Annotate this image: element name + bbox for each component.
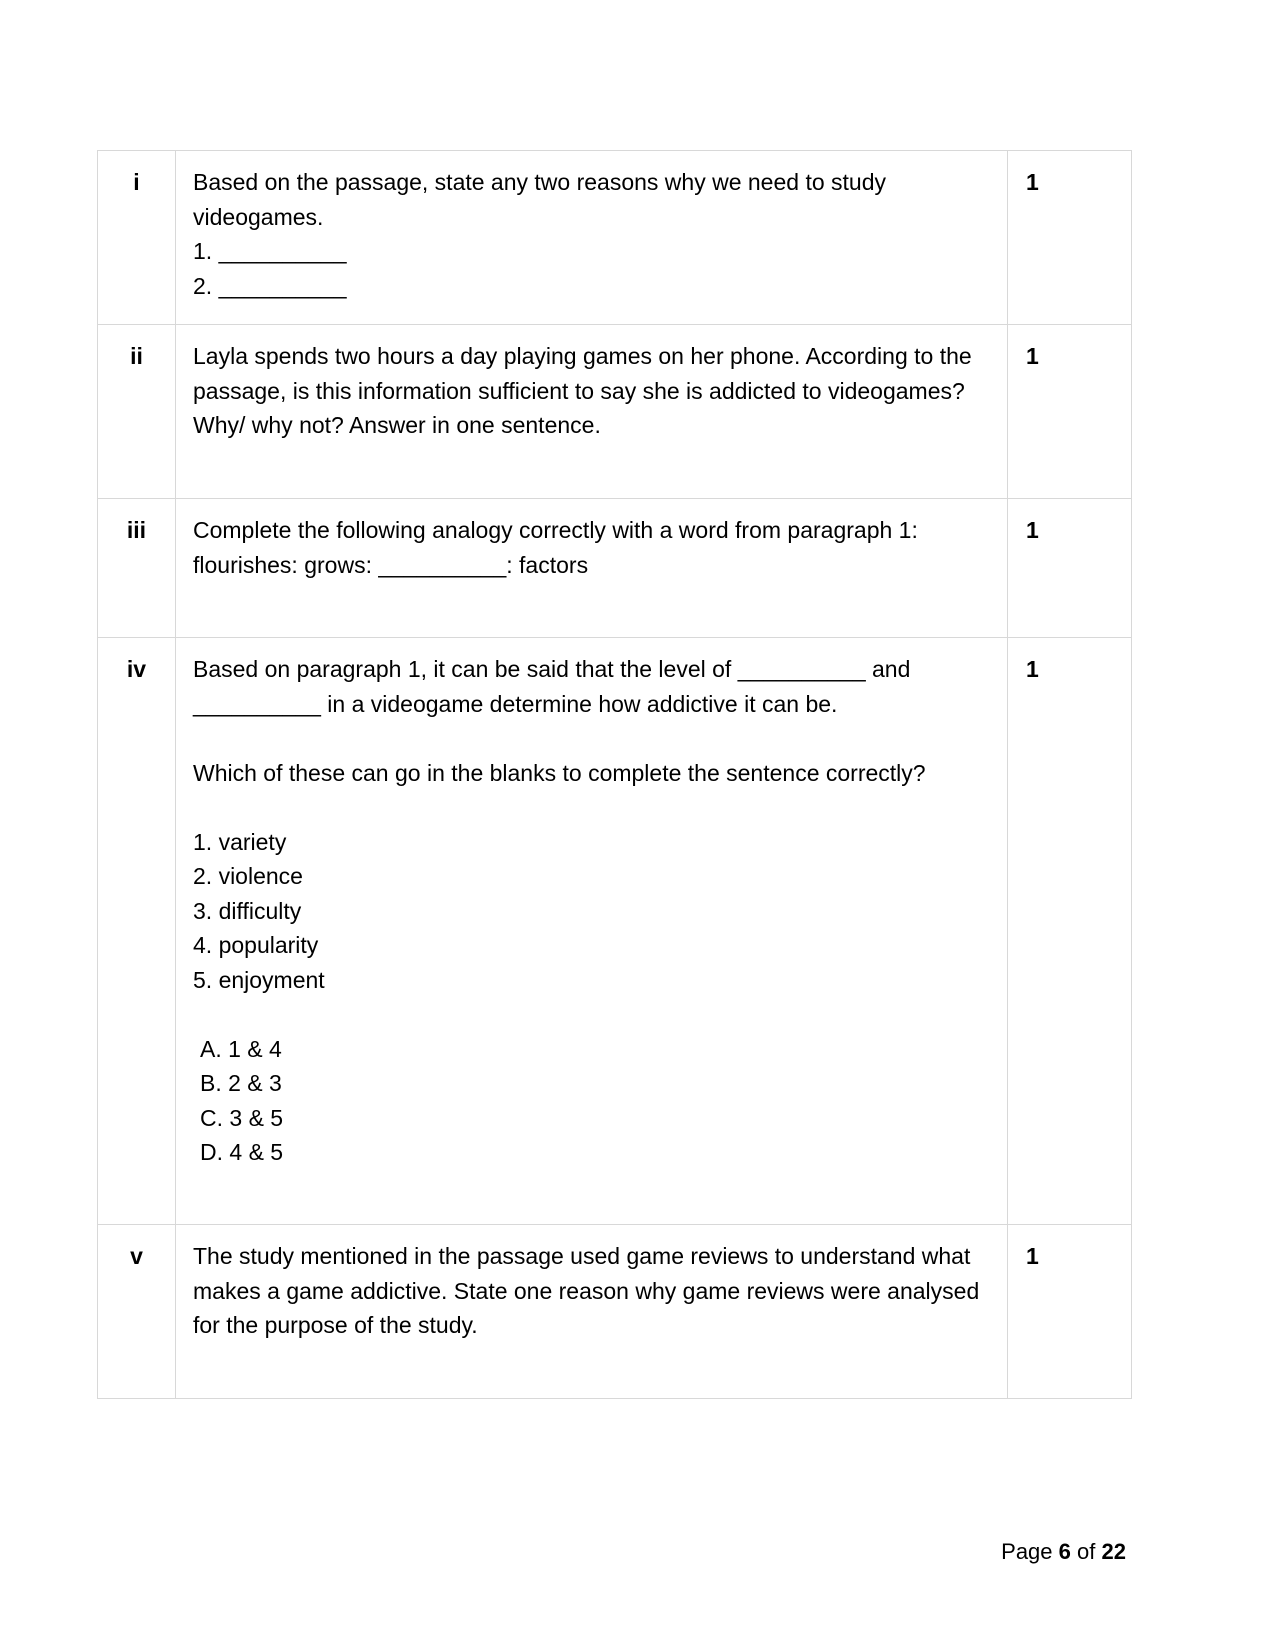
question-marks: 1 xyxy=(1008,151,1132,325)
question-number: ii xyxy=(98,325,176,499)
answer-option: B. 2 & 3 xyxy=(200,1070,282,1096)
question-number: iv xyxy=(98,638,176,1225)
answer-option: D. 4 & 5 xyxy=(200,1139,284,1165)
answer-blank-line: 1. __________ xyxy=(193,238,347,264)
question-text xyxy=(176,1225,1008,1399)
question-stem: Based on paragraph 1, it can be said that the level of __________ and __________ in a videogame determine how addictive it can be. xyxy=(193,656,911,717)
question-marks: 1 xyxy=(1008,1225,1132,1399)
answer-option: C. 3 & 5 xyxy=(200,1104,284,1131)
question-stem: Complete the following analogy correctly with a word from paragraph 1: xyxy=(193,517,918,543)
page-of-label: of xyxy=(1077,1539,1096,1564)
question-marks: 1 xyxy=(1008,638,1132,1225)
analogy-line: flourishes: grows: __________: factors xyxy=(193,551,589,578)
question-marks: 1 xyxy=(1008,499,1132,638)
list-item: 1. variety xyxy=(193,828,287,855)
question-prompt: Which of these can go in the blanks to complete the sentence correctly? xyxy=(193,759,926,786)
question-stem: Based on the passage, state any two reasons why we need to study videogames. xyxy=(193,169,886,230)
list-item: 5. enjoyment xyxy=(193,966,325,993)
page-label: Page xyxy=(1001,1539,1053,1564)
question-number: i xyxy=(98,151,176,325)
question-text xyxy=(176,151,1008,325)
question-table xyxy=(97,150,1132,1399)
question-row-v xyxy=(98,1225,1132,1399)
question-number: v xyxy=(98,1225,176,1399)
question-row-iii xyxy=(98,499,1132,638)
question-text xyxy=(176,499,1008,638)
current-page: 6 xyxy=(1058,1539,1071,1564)
question-text xyxy=(176,325,1008,499)
question-row-i xyxy=(98,151,1132,325)
question-marks: 1 xyxy=(1008,325,1132,499)
answer-blank-line: 2. __________ xyxy=(193,272,347,299)
page-number-footer xyxy=(1001,1539,1126,1565)
question-row-ii xyxy=(98,325,1132,499)
list-item: 2. violence xyxy=(193,863,303,889)
total-pages: 22 xyxy=(1101,1539,1126,1564)
question-row-iv xyxy=(98,638,1132,1225)
list-item: 3. difficulty xyxy=(193,897,302,924)
question-stem: The study mentioned in the passage used game reviews to understand what makes a game addictive. State one reason why game reviews were analysed for the purpose of the study. xyxy=(193,1243,980,1338)
question-text xyxy=(176,638,1008,1225)
answer-option: A. 1 & 4 xyxy=(200,1035,282,1062)
question-number: iii xyxy=(98,499,176,638)
list-item: 4. popularity xyxy=(193,932,319,958)
question-stem: Layla spends two hours a day playing games on her phone. According to the passage, is this information sufficient to say she is addicted to videogames? Why/ why not? Answer in one sentence. xyxy=(193,343,972,438)
